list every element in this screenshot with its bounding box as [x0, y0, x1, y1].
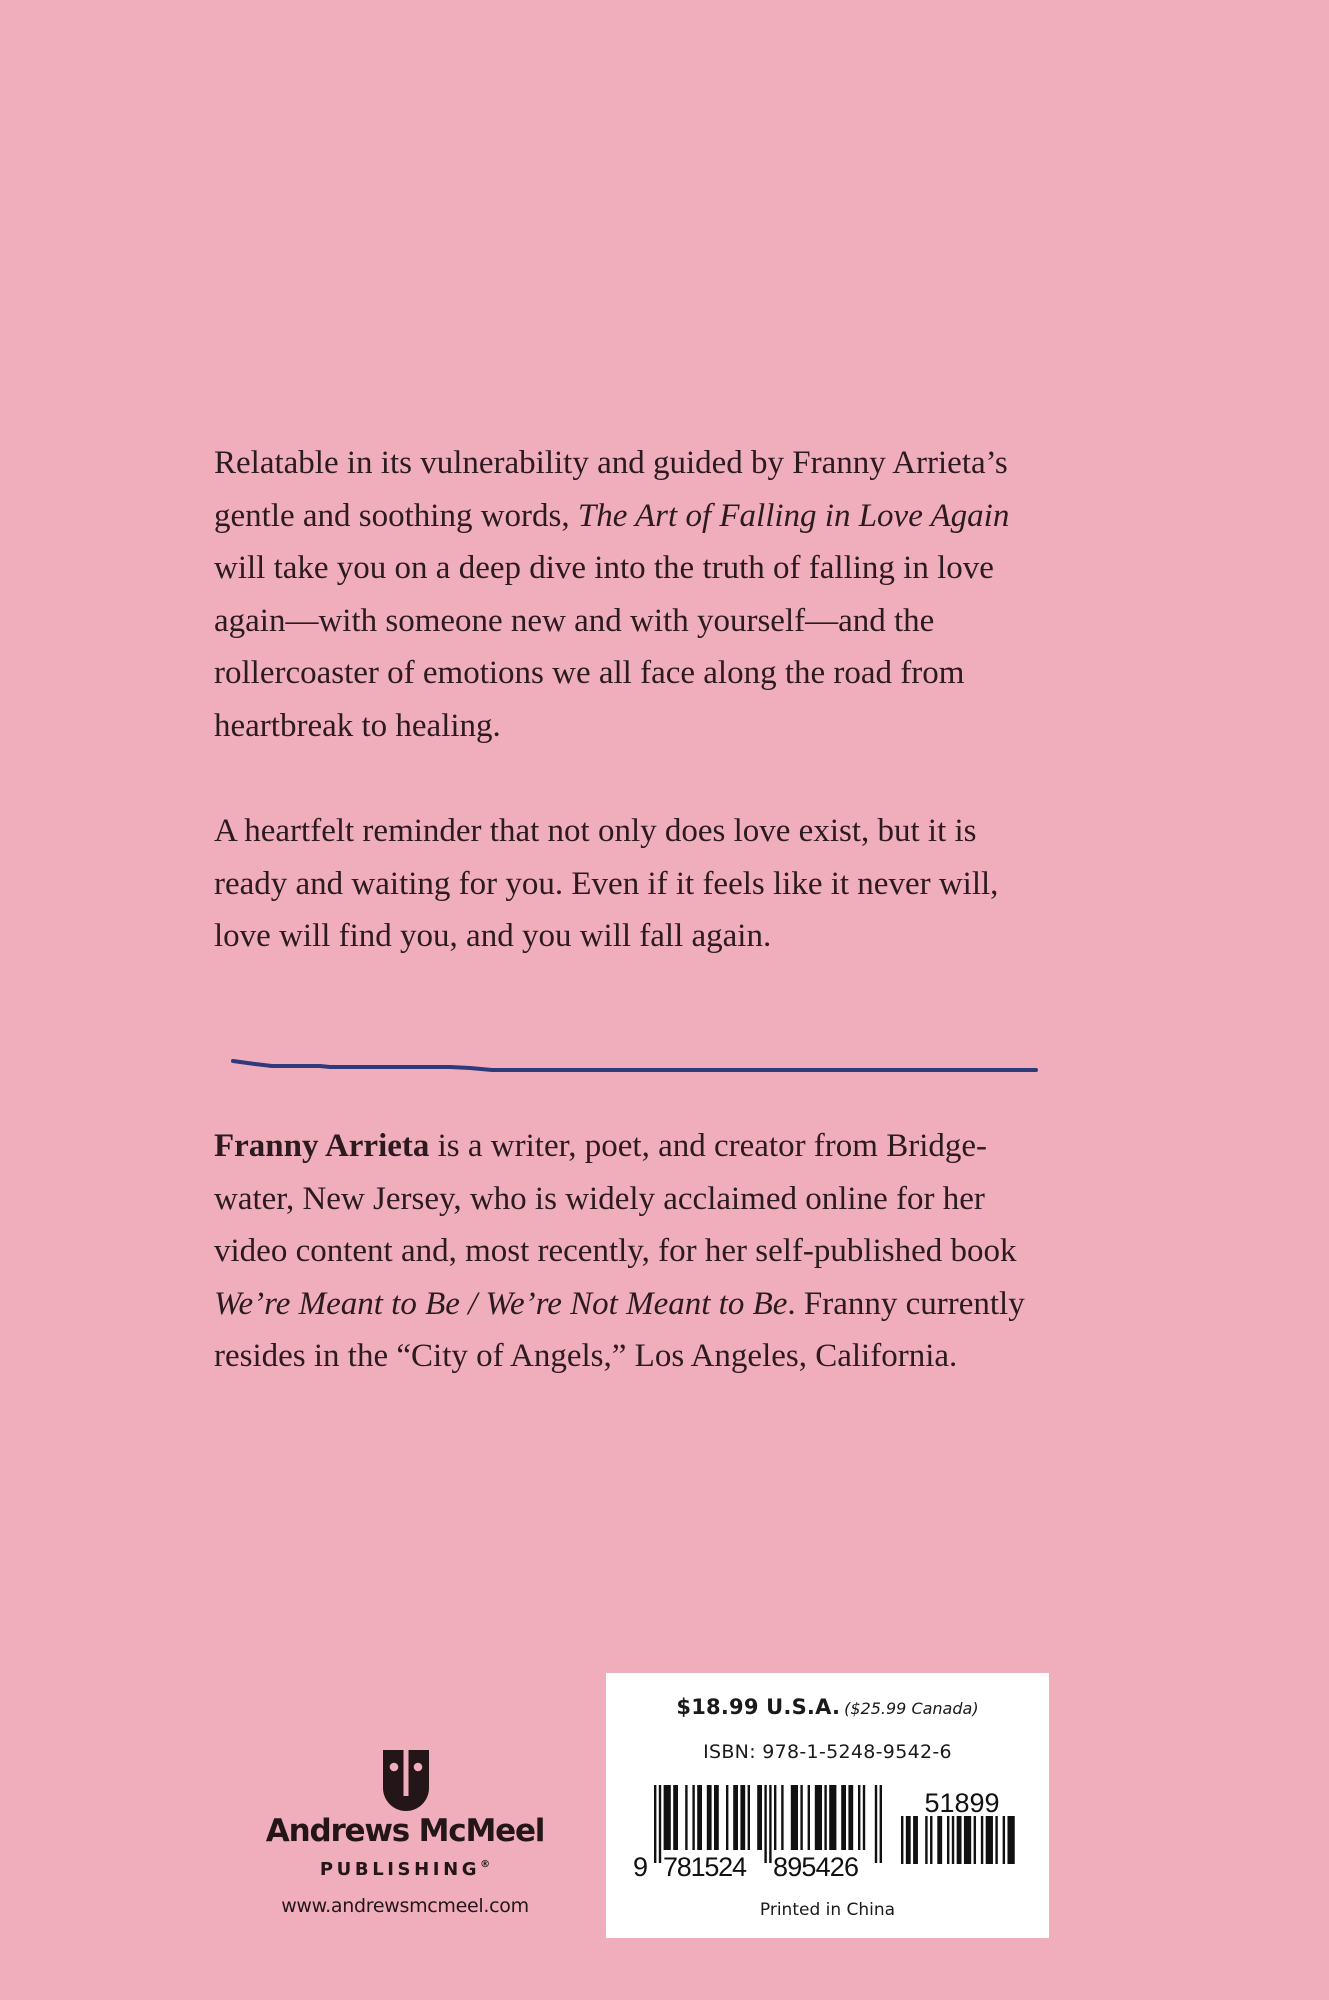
barcode-bar	[707, 1785, 712, 1850]
ean5-addon-bars	[901, 1816, 1015, 1864]
addon-bar	[964, 1816, 971, 1864]
barcode-right-digits: 895426	[773, 1852, 859, 1882]
book-title-italic: The Art of Falling in Love Again	[577, 497, 1010, 534]
barcode-bar	[848, 1785, 853, 1850]
printed-in-text: Printed in China	[759, 1900, 896, 1920]
text-line	[214, 1173, 1134, 1226]
barcode-bar	[829, 1785, 836, 1850]
publisher-logo-block	[250, 1745, 560, 1935]
text-segment: . Franny currently	[787, 1285, 1025, 1322]
description-paragraph-1	[214, 437, 1134, 752]
barcode-bar	[791, 1785, 798, 1850]
barcode-left-digits: 781524	[663, 1852, 747, 1882]
text-segment: ready and waiting for you. Even if it feels like it never will,	[214, 865, 999, 902]
text-line	[214, 910, 1134, 963]
barcode-bar	[800, 1785, 802, 1850]
barcode-bar	[664, 1785, 671, 1850]
barcode-bar	[654, 1785, 656, 1863]
publisher-subtitle: PUBLISHING®	[319, 1859, 491, 1880]
barcode-bar	[697, 1785, 702, 1850]
text-line	[214, 437, 1134, 490]
book-title-italic: We’re Meant to Be / We’re Not Meant to Be	[214, 1285, 788, 1322]
barcode-bar	[685, 1785, 687, 1850]
text-segment: is a writer, poet, and creator from Bridge-	[429, 1128, 988, 1164]
barcode-bar	[774, 1785, 776, 1850]
isbn-text: ISBN: 978-1-5248-9542-6	[703, 1741, 952, 1763]
addon-bar	[925, 1816, 927, 1864]
text-segment: again—with someone new and with yourself—and the	[214, 602, 935, 639]
barcode-bar	[781, 1785, 783, 1850]
text-segment: water, New Jersey, who is widely acclaimed online for her	[214, 1180, 985, 1217]
barcode-bar	[714, 1785, 719, 1850]
text-segment: Relatable in its vulnerability and guided by Franny Arrieta’s	[214, 445, 1008, 481]
addon-digits: 51899	[924, 1788, 1000, 1818]
price-canada: ($25.99 Canada)	[844, 1699, 979, 1718]
barcode-bar	[824, 1785, 826, 1850]
text-line	[214, 805, 1134, 858]
price-barcode-label	[606, 1673, 1049, 1938]
barcode-bar	[764, 1785, 766, 1863]
barcode-bar	[726, 1785, 728, 1850]
description-paragraph-2	[214, 805, 1134, 963]
text-line	[214, 1330, 1134, 1383]
addon-bar	[981, 1816, 983, 1864]
barcode-bar	[692, 1785, 694, 1850]
addon-bar	[1007, 1816, 1014, 1864]
addon-bar	[986, 1816, 993, 1864]
text-segment: love will find you, and you will fall again.	[214, 918, 772, 954]
text-segment: A heartfelt reminder that not only does love exist, but it is	[214, 813, 977, 849]
text-line	[214, 1120, 1134, 1173]
text-line	[214, 542, 1134, 595]
andrews-mcmeel-logo-icon	[382, 1750, 430, 1812]
text-line	[214, 595, 1134, 648]
text-segment: rollercoaster of emotions we all face along the road from	[214, 655, 965, 691]
text-line	[214, 1225, 1134, 1278]
addon-bar	[901, 1816, 903, 1864]
addon-bar	[913, 1816, 918, 1864]
text-segment: video content and, most recently, for her self-published book	[214, 1233, 1017, 1269]
barcode-bar	[673, 1785, 678, 1850]
barcode-bar	[863, 1785, 865, 1850]
addon-bar	[957, 1816, 962, 1864]
addon-bar	[937, 1816, 942, 1864]
barcode-bar	[659, 1785, 661, 1863]
barcode-bar	[841, 1785, 846, 1850]
text-segment: heartbreak to healing.	[214, 707, 501, 744]
publisher-name: Andrews McMeel	[265, 1813, 545, 1849]
isbn-barcode	[606, 1673, 1049, 1938]
barcode-bar	[880, 1785, 882, 1863]
addon-bar	[947, 1816, 949, 1864]
addon-bar	[906, 1816, 911, 1864]
barcode-bar	[733, 1785, 738, 1850]
text-line	[214, 490, 1134, 543]
text-line	[214, 700, 1134, 753]
text-segment: will take you on a deep dive into the truth of falling in love	[214, 550, 994, 586]
barcode-bar	[875, 1785, 877, 1863]
text-segment: gentle and soothing words,	[214, 497, 578, 534]
text-line	[214, 1278, 1134, 1331]
addon-bar	[974, 1816, 976, 1864]
author-bio	[214, 1120, 1134, 1383]
barcode-bar	[748, 1785, 750, 1850]
barcode-first-digit: 9	[633, 1852, 649, 1882]
barcode-bar	[769, 1785, 771, 1863]
barcode-bar	[757, 1785, 762, 1850]
publisher-url: www.andrewsmcmeel.com	[281, 1895, 529, 1917]
addon-bar	[952, 1816, 954, 1864]
text-segment: resides in the “City of Angels,” Los Angeles, California.	[214, 1338, 958, 1374]
barcode-bar	[815, 1785, 822, 1850]
barcode-bar	[858, 1785, 860, 1850]
addon-bar	[930, 1816, 932, 1864]
price-usd: $18.99 U.S.A.	[676, 1695, 841, 1719]
text-line	[214, 858, 1134, 911]
text-line	[214, 647, 1134, 700]
barcode-bar	[740, 1785, 745, 1850]
addon-bar	[995, 1816, 997, 1864]
barcode-bar	[808, 1785, 810, 1850]
hand-drawn-line	[233, 1061, 1036, 1070]
author-name-bold: Franny Arrieta	[214, 1128, 430, 1164]
addon-bar	[1003, 1816, 1005, 1864]
